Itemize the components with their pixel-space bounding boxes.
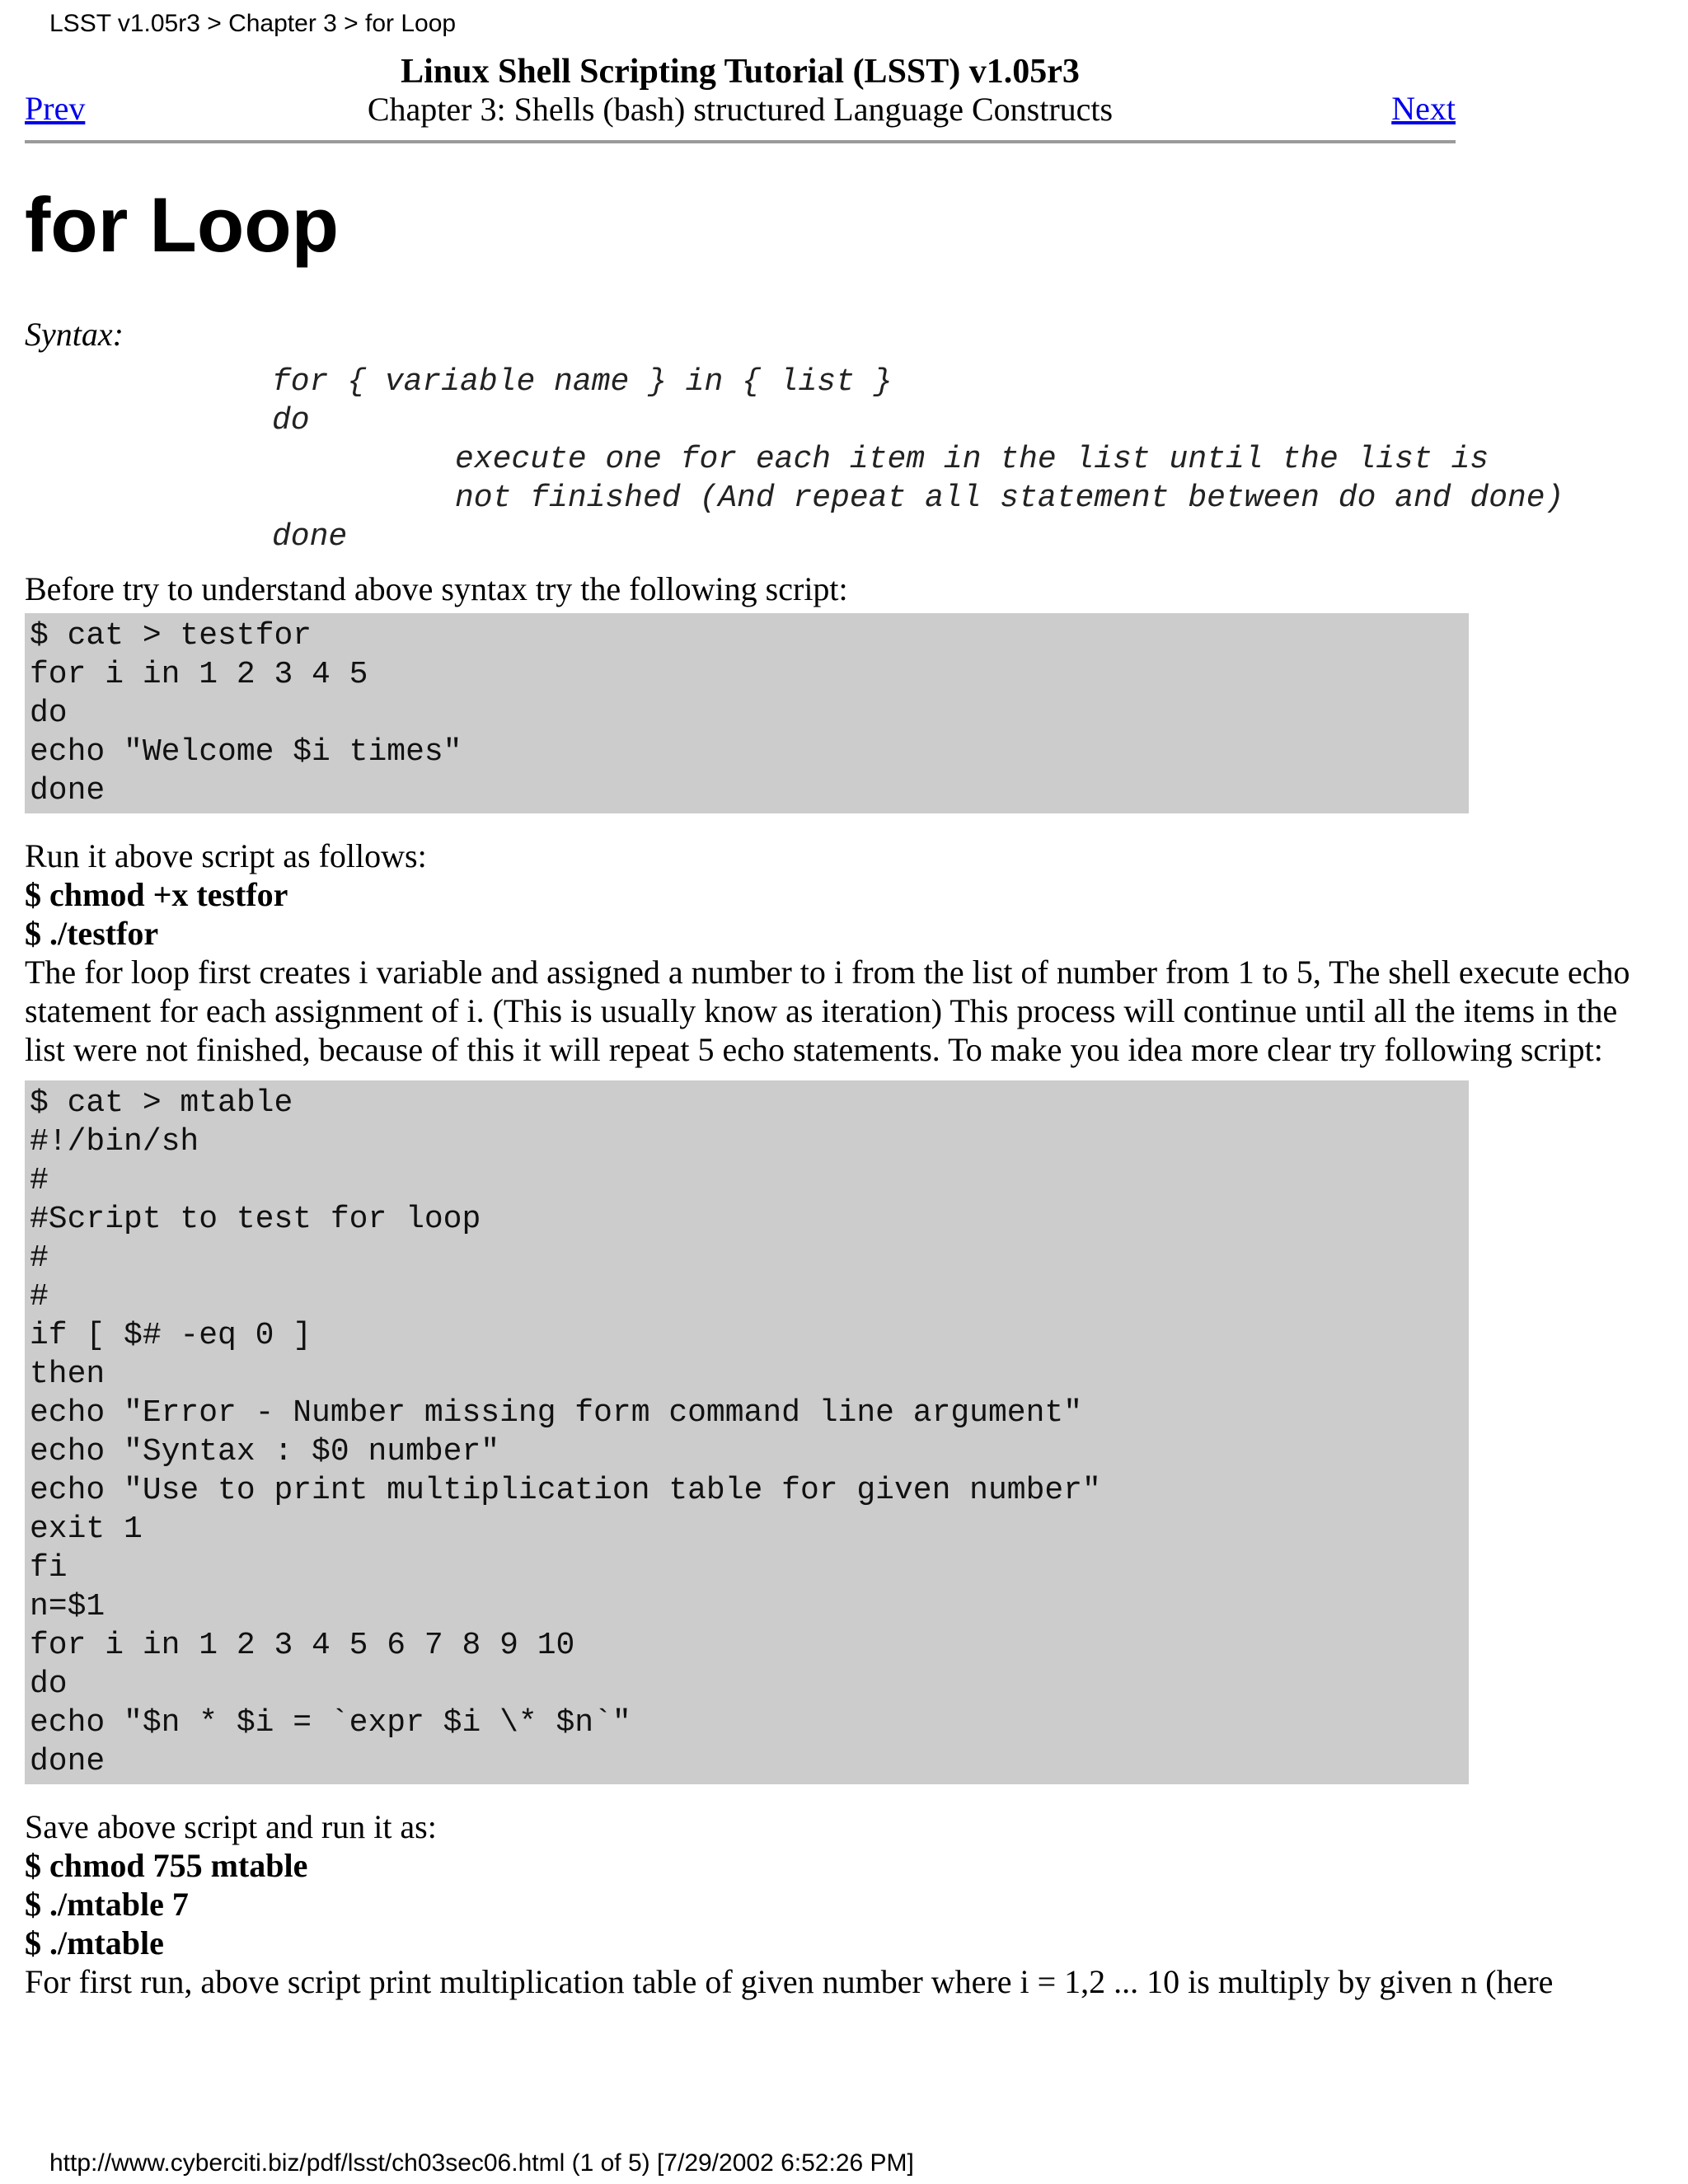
- syntax-line: not finished (And repeat all statement between do and done): [455, 480, 1564, 516]
- run-intro: Run it above script as follows:: [25, 837, 427, 874]
- command-line: $ ./mtable: [25, 1924, 164, 1961]
- print-header: LSST v1.05r3 > Chapter 3 > for Loop: [49, 10, 457, 37]
- paragraph-explanation: The for loop first creates i variable and assigned a number to i from the list of number from 1 to 5, The shell execute echo statement for each assignment of i. (This is usually know as iteration) This process will continue until all the items in the list were not finished, because of this it will repeat 5 echo statements. To make you idea more clear try following script:: [25, 954, 1630, 1068]
- page-title: for Loop: [25, 181, 340, 268]
- run-intro: Save above script and run it as:: [25, 1808, 437, 1845]
- book-title: Linux Shell Scripting Tutorial (LSST) v1.05r3: [401, 53, 1080, 91]
- command-line: $ chmod 755 mtable: [25, 1847, 308, 1884]
- command-line: $ chmod +x testfor: [25, 876, 288, 913]
- navigation-header: [25, 53, 1456, 143]
- paragraph-intro: Before try to understand above syntax try the following script:: [25, 570, 848, 607]
- syntax-block: [25, 363, 1665, 556]
- code-block-testfor: $ cat > testfor for i in 1 2 3 4 5 do echo "Welcome $i times" done: [25, 613, 1469, 813]
- syntax-line: for { variable name } in { list }: [272, 364, 893, 400]
- print-footer: http://www.cyberciti.biz/pdf/lsst/ch03sec06.html (1 of 5) [7/29/2002 6:52:26 PM]: [49, 2149, 914, 2177]
- syntax-line: execute one for each item in the list until the list is: [455, 442, 1489, 477]
- prev-link[interactable]: Prev: [25, 90, 86, 127]
- nav-title-block: [25, 53, 1456, 129]
- command-line: $ ./mtable 7: [25, 1886, 189, 1923]
- chapter-title: Chapter 3: Shells (bash) structured Language Constructs: [367, 91, 1114, 128]
- syntax-line: done: [272, 519, 348, 555]
- next-link[interactable]: Next: [1391, 90, 1456, 127]
- code-block-mtable: $ cat > mtable #!/bin/sh # #Script to test for loop # # if [ $# -eq 0 ] then echo "Error - Number missing form command line argument" echo "Syntax : $0 number" echo "Use to print multiplication table for given number" exit 1 fi n=$1 for i in 1 2 3 4 5 6 7 8 9 10 do echo "$n * $i = `expr $i \* $n`" done: [25, 1080, 1469, 1784]
- paragraph-explanation: For first run, above script print multiplication table of given number where i = 1,2 ... 10 is multiply by given n (here: [25, 1963, 1554, 2000]
- syntax-label: Syntax:: [25, 316, 124, 353]
- command-line: $ ./testfor: [25, 915, 159, 952]
- main-content: [25, 315, 1665, 2001]
- syntax-line: do: [272, 403, 310, 438]
